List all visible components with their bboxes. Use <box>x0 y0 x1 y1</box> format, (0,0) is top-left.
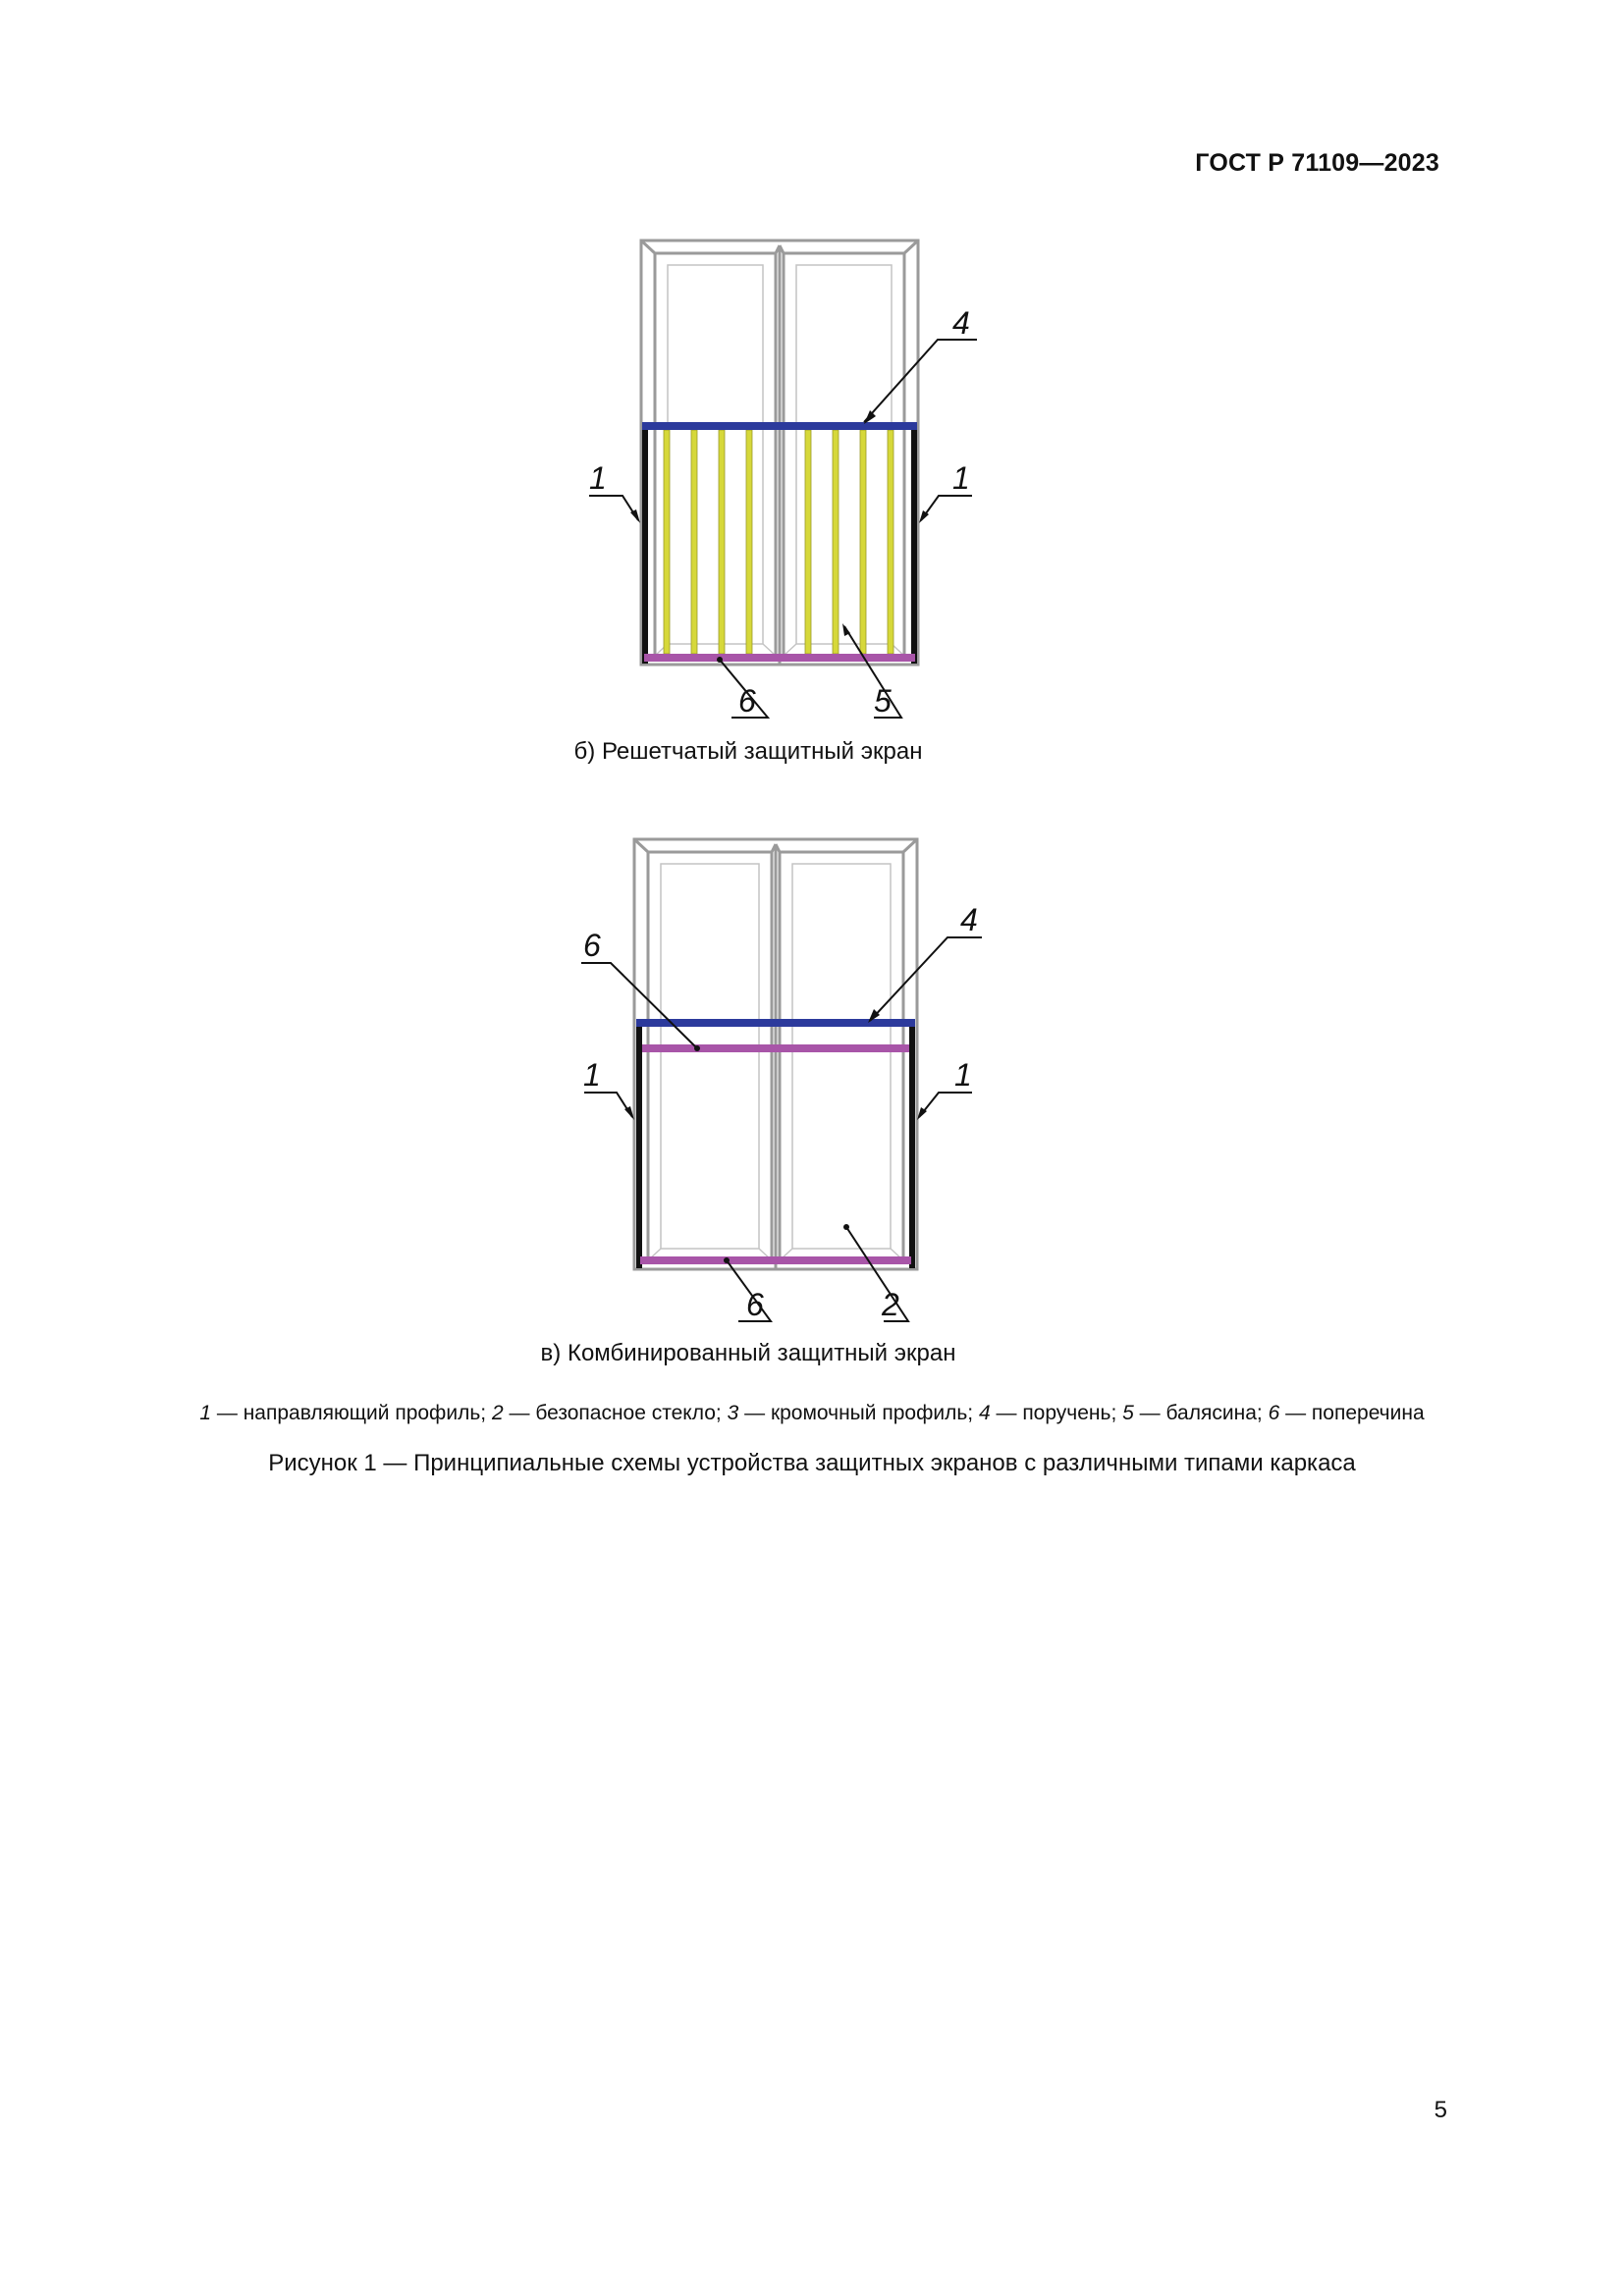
figure-legend <box>0 1402 1624 1425</box>
baluster-1 <box>664 430 670 654</box>
crossbar <box>644 654 915 662</box>
baluster-5 <box>805 430 811 654</box>
legend-item: 6 — поперечина <box>1268 1402 1425 1424</box>
baluster-3 <box>719 430 725 654</box>
document-code: ГОСТ Р 71109—2023 <box>1195 149 1439 177</box>
figure-b-caption: б) Решетчатый защитный экран <box>573 738 923 765</box>
callout-5: 5 <box>874 683 892 719</box>
callout-4: 4 <box>960 902 978 937</box>
callout-1-left: 1 <box>583 1057 601 1093</box>
callout-6-lower: 6 <box>746 1287 764 1322</box>
baluster-6 <box>833 430 839 654</box>
page-number: 5 <box>1434 2097 1447 2123</box>
guide-profile-right <box>911 423 917 664</box>
baluster-2 <box>691 430 697 654</box>
guide-profile-right <box>909 1021 915 1268</box>
callout-1-left: 1 <box>589 460 607 496</box>
baluster-8 <box>888 430 893 654</box>
callout-1-right: 1 <box>952 460 970 496</box>
guide-profile-left <box>636 1021 642 1268</box>
legend-item: 2 — безопасное стекло; <box>491 1402 722 1424</box>
crossbar-upper <box>642 1044 909 1052</box>
figure-v-caption: в) Комбинированный защитный экран <box>540 1340 956 1366</box>
window-frame <box>634 839 917 1269</box>
window-frame <box>641 240 918 665</box>
baluster-4 <box>746 430 752 654</box>
figure-combined-screen <box>0 829 1624 1330</box>
legend-item: 1 — направляющий профиль; <box>199 1402 487 1424</box>
guide-profile-left <box>642 423 648 664</box>
legend-item: 3 — кромочный профиль; <box>727 1402 974 1424</box>
handrail <box>636 1019 915 1027</box>
figure-lattice-screen <box>0 231 1624 721</box>
legend-item: 5 — балясина; <box>1122 1402 1263 1424</box>
callout-1-right: 1 <box>954 1057 972 1093</box>
callout-4: 4 <box>952 305 970 341</box>
figure-title: Рисунок 1 — Принципиальные схемы устройства защитных экранов с различными типами каркаса <box>268 1450 1356 1476</box>
callout-6: 6 <box>738 683 756 719</box>
baluster-7 <box>860 430 866 654</box>
callout-6-upper: 6 <box>583 928 601 963</box>
handrail <box>642 422 917 430</box>
callout-2: 2 <box>882 1287 899 1322</box>
legend-item: 4 — поручень; <box>978 1402 1117 1424</box>
